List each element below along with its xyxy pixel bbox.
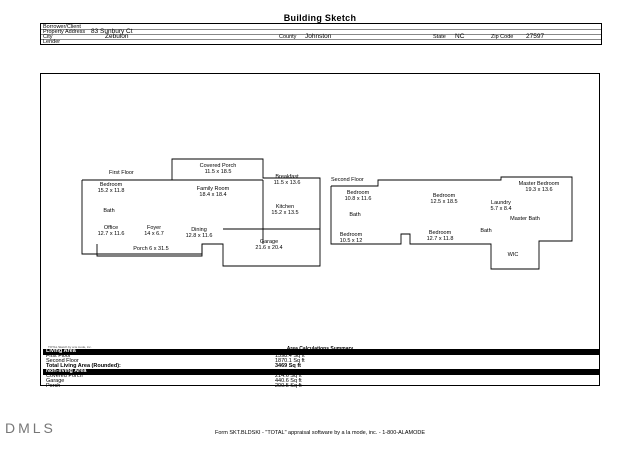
room-covered-porch: Covered Porch [199,163,237,169]
table-row: Porch 200.5 Sq ft [46,383,302,389]
room-bedroom-dim: 15.2 x 11.8 [97,188,125,194]
room-bedroom-2-dim: 10.8 x 11.6 [344,196,372,202]
table-row: Covered Porch 214.6 Sq ft [46,373,302,379]
address-value: 83 Sunbury Ct [91,28,133,35]
room-bedroom: Bedroom [99,182,123,188]
room-foyer-dim: 14 x 6.7 [144,231,164,237]
zip-value: 27597 [526,33,545,40]
room-breakfast: Breakfast [275,174,299,180]
city-value: Zebulon [105,33,129,40]
room-bedroom-5-dim: 12.7 x 11.8 [426,236,454,242]
room-master-bedroom: Master Bedroom [518,181,560,187]
room-kitchen: Kitchen [275,204,295,210]
non-living-area-header: Non-living Area [43,369,599,375]
room-bedroom-2: Bedroom [346,190,370,196]
room-bath-3: Bath [480,228,492,234]
room-master-bedroom-dim: 19.3 x 13.6 [525,187,553,193]
room-office-dim: 12.7 x 11.6 [97,231,125,237]
room-dining-dim: 12.8 x 11.6 [185,233,213,239]
room-bedroom-3: Bedroom [432,193,456,199]
room-covered-porch-dim: 11.5 x 18.5 [204,169,232,175]
property-header [40,23,602,45]
zip-label: Zip Code [491,34,514,40]
page-title: Building Sketch [283,13,357,23]
room-bedroom-5: Bedroom [428,230,452,236]
room-family-room-dim: 18.4 x 18.4 [199,192,227,198]
area-summary-table [43,348,599,389]
room-laundry: Laundry [491,200,511,206]
room-bedroom-4-dim: 10.5 x 12 [339,238,363,244]
state-label: State [433,34,446,40]
room-bath: Bath [103,208,115,214]
sketch-credit: TOTAL Sketch by a la mode, inc. [48,345,92,349]
borrower-label: Borrower/Client [43,24,81,30]
first-floor-label: First Floor [109,170,134,176]
room-garage: Garage [259,239,279,245]
table-row: First Floor 1598.4 Sq ft [46,353,305,359]
room-foyer: Foyer [146,225,162,231]
room-garage-dim: 21.6 x 20.4 [255,245,283,251]
total-living-row: Total Living Area (Rounded): 3469 Sq ft [46,363,301,369]
room-porch: Porch 6 x 31.5 [133,246,169,252]
lender-label: Lender [43,39,61,45]
room-bath-2: Bath [349,212,361,218]
table-row: Second Floor 1870.1 Sq ft [46,358,305,364]
city-label: City [43,34,53,40]
room-office: Office [103,225,119,231]
room-bedroom-3-dim: 12.5 x 18.5 [430,199,458,205]
county-label: County [279,34,297,40]
room-kitchen-dim: 15.2 x 13.5 [271,210,299,216]
floor-plan [41,74,598,384]
dmls-logo: DMLS [5,420,56,436]
room-breakfast-dim: 11.5 x 13.6 [273,180,301,186]
sketch-sheet [40,73,600,386]
room-laundry-dim: 5.7 x 8.4 [490,206,512,212]
room-wic: WIC [507,252,519,258]
living-area-header: Living Area [43,349,599,355]
address-label: Property Address [43,29,86,35]
room-family-room: Family Room [196,186,230,192]
room-master-bath: Master Bath [510,216,540,222]
state-value: NC [455,33,465,40]
room-bedroom-4: Bedroom [339,232,363,238]
second-floor-label: Second Floor [331,177,364,183]
form-footer: Form SKT.BLDSKI - "TOTAL" appraisal software by a la mode, inc. - 1-800-ALAMODE [214,430,426,436]
table-row: Garage 440.6 Sq ft [46,378,302,384]
room-dining: Dining [191,227,207,233]
county-value: Johnston [305,33,332,40]
